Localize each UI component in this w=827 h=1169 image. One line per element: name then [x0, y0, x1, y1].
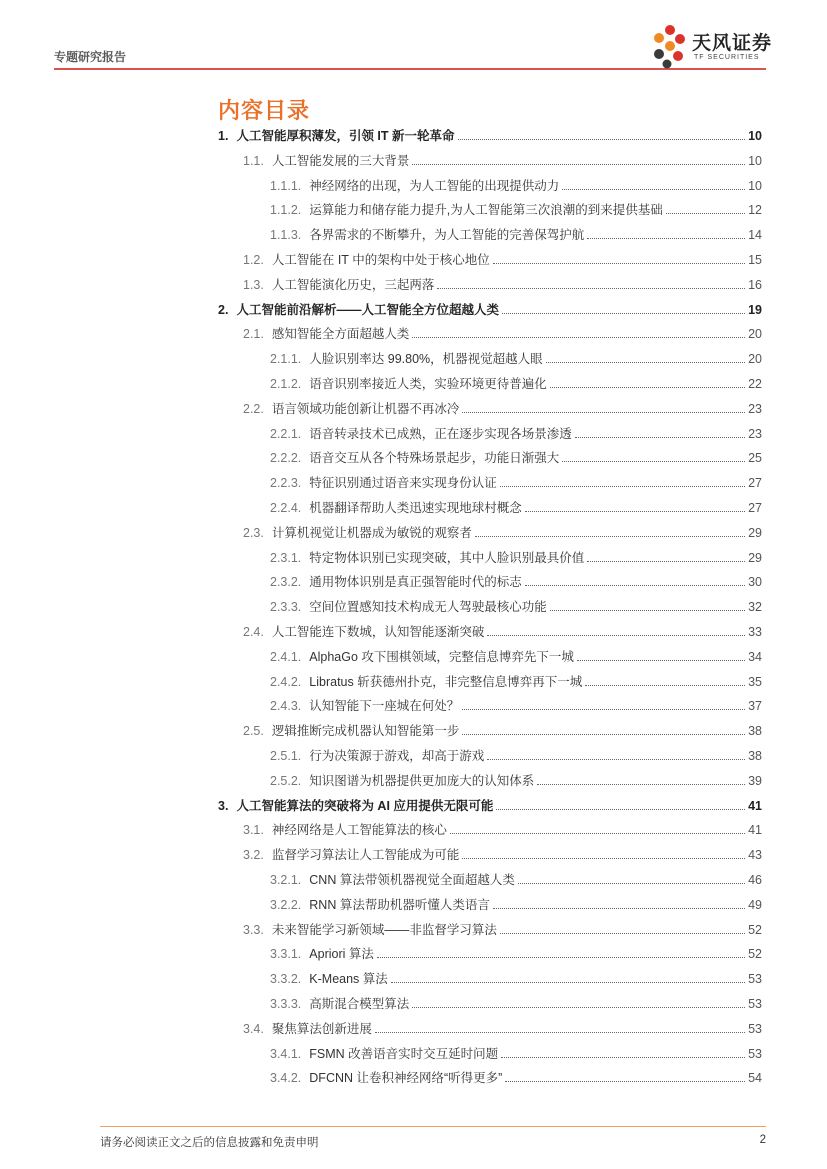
toc-entry-title: 神经网络的出现，为人工智能的出现提供动力 [309, 178, 560, 193]
toc-entry-number: 2.5. [243, 724, 264, 739]
toc-leader-dots [546, 362, 745, 363]
toc-entry-page: 25 [748, 451, 762, 466]
toc-leader-dots [493, 908, 745, 909]
toc-entry-page: 27 [748, 476, 762, 491]
toc-leader-dots [412, 337, 745, 338]
toc-entry-page: 23 [748, 426, 762, 441]
toc-entry-page: 53 [748, 997, 762, 1011]
toc-entry[interactable] [270, 200, 762, 218]
toc-entry-title: 各界需求的不断攀升，为人工智能的完善保驾护航 [309, 228, 585, 243]
toc-leader-dots [518, 883, 745, 884]
toc-entry-title: 知识图谱为机器提供更加庞大的认知体系 [309, 773, 535, 788]
toc-entry-page: 16 [748, 277, 762, 292]
toc-entry-title: 人脸识别率达 99.80%，机器视觉超越人眼 [309, 352, 543, 367]
company-logo [650, 22, 780, 72]
toc-entry-number: 2.3.1. [270, 550, 302, 565]
toc-leader-dots [577, 660, 745, 661]
toc-entry-title: 语音识别率接近人类，实验环境更待普遍化 [309, 377, 547, 391]
toc-entry-title: 未来智能学习新领域——非监督学习算法 [271, 922, 497, 937]
toc-leader-dots [550, 610, 745, 611]
toc-leader-dots [585, 685, 745, 686]
toc-entry-number: 3.4. [243, 1021, 264, 1036]
toc-entry[interactable] [270, 473, 762, 491]
toc-entry-title: 认知智能下一座城在何处？ [309, 699, 460, 714]
toc-entry[interactable] [270, 870, 762, 888]
toc-entry-title: 语言领域功能创新让机器不再冰冷 [271, 401, 460, 416]
toc-leader-dots [412, 164, 745, 165]
toc-leader-dots [391, 982, 745, 983]
toc-entry-title: 语音交互从各个特殊场景起步，功能日渐强大 [309, 451, 560, 466]
toc-entry-page: 10 [748, 178, 762, 193]
toc-entry-page: 52 [748, 922, 762, 937]
toc-entry-page: 27 [748, 501, 762, 515]
toc-entry-page: 39 [748, 773, 762, 788]
toc-entry-title: 特征识别通过语音来实现身份认证 [309, 476, 497, 491]
toc-entry-page: 41 [748, 823, 762, 838]
toc-leader-dots [462, 734, 745, 735]
toc-entry[interactable] [243, 845, 762, 863]
toc-leader-dots [500, 486, 745, 487]
toc-entry-page: 32 [748, 600, 762, 615]
toc-entry[interactable] [270, 448, 762, 466]
toc-entry-page: 38 [748, 749, 762, 763]
toc-entry-title: 人工智能在 IT 中的架构中处于核心地位 [271, 253, 490, 267]
toc-entry[interactable] [243, 721, 762, 739]
toc-entry-number: 2.5.2. [270, 773, 302, 788]
toc-entry-title: 通用物体识别是真正强智能时代的标志 [309, 575, 522, 590]
toc-entry-title: 监督学习算法让人工智能成为可能 [271, 848, 460, 863]
toc-entry-page: 41 [748, 798, 762, 813]
toc-leader-dots [575, 437, 745, 438]
toc-entry-page: 15 [748, 253, 762, 267]
toc-entry[interactable] [270, 176, 762, 194]
toc-leader-dots [500, 933, 745, 934]
toc-entry-page: 49 [748, 897, 762, 912]
toc-entry-number: 1.1.1. [270, 178, 302, 193]
logo-subtitle: TF SECURITIES [694, 54, 760, 61]
toc-entry-page: 33 [748, 625, 762, 639]
toc-entry[interactable] [270, 672, 762, 690]
toc-leader-dots [501, 1057, 745, 1058]
toc-leader-dots [475, 536, 745, 537]
toc-entry[interactable] [270, 597, 762, 615]
toc-leader-dots [462, 412, 745, 413]
toc-entry-number: 2.2. [243, 401, 264, 416]
toc-entry[interactable] [243, 1019, 762, 1037]
toc-leader-dots [525, 511, 745, 512]
toc-entry-title: 计算机视觉让机器成为敏锐的观察者 [271, 525, 472, 540]
toc-entry-title: 高斯混合模型算法 [309, 997, 410, 1011]
toc-leader-dots [496, 809, 745, 810]
toc-entry-number: 2.1.1. [270, 352, 302, 367]
toc-entry-number: 1.1. [243, 153, 264, 168]
toc-leader-dots [505, 1081, 745, 1082]
toc-entry-page: 10 [748, 129, 762, 143]
toc-leader-dots [412, 1007, 745, 1008]
toc-entry-title: 运算能力和储存能力提升,为人工智能第三次浪潮的到来提供基础 [309, 203, 663, 218]
toc-entry-title: FSMN 改善语音实时交互延时问题 [309, 1046, 499, 1061]
toc-entry-page: 23 [748, 401, 762, 416]
toc-entry-title: 空间位置感知技术构成无人驾驶最核心功能 [309, 600, 547, 615]
toc-entry-number: 2.2.2. [270, 451, 302, 466]
toc-entry-title: 人工智能前沿解析——人工智能全方位超越人类 [236, 302, 499, 317]
toc-entry[interactable] [270, 746, 762, 764]
toc-leader-dots [550, 387, 745, 388]
toc-entry-number: 2.4.3. [270, 699, 302, 714]
toc-entry[interactable] [243, 622, 762, 640]
toc-entry-title: 逻辑推断完成机器认知智能第一步 [271, 724, 460, 739]
toc-entry[interactable] [270, 225, 762, 243]
toc-entry-number: 3.2.2. [270, 897, 302, 912]
toc-entry-number: 2. [218, 302, 229, 317]
page-number: 2 [759, 1134, 766, 1146]
toc-entry[interactable] [270, 572, 762, 590]
toc-entry[interactable] [243, 820, 762, 838]
toc-entry-title: RNN 算法帮助机器听懂人类语言 [309, 897, 490, 912]
toc-entry[interactable] [218, 300, 762, 318]
toc-entry-number: 3.2. [243, 848, 264, 863]
toc-entry-number: 2.4.2. [270, 674, 302, 689]
toc-leader-dots [537, 784, 745, 785]
toc-entry-page: 19 [748, 302, 762, 317]
toc-entry-title: 人工智能算法的突破将为 AI 应用提供无限可能 [236, 798, 494, 813]
toc-entry-page: 46 [748, 873, 762, 887]
toc-entry[interactable] [218, 126, 762, 144]
toc-entry-number: 3. [218, 798, 229, 813]
toc-entry-number: 1.1.3. [270, 228, 302, 243]
toc-entry-page: 12 [748, 203, 762, 218]
footer-divider [100, 1126, 766, 1127]
logo-mark-icon [650, 22, 690, 70]
toc-leader-dots [450, 833, 745, 834]
toc-entry-page: 52 [748, 947, 762, 962]
toc-leader-dots [493, 263, 745, 264]
toc-entry[interactable] [243, 523, 762, 541]
toc-entry-number: 3.4.2. [270, 1071, 302, 1086]
toc-entry-page: 29 [748, 550, 762, 565]
toc-entry-page: 30 [748, 575, 762, 590]
toc-entry-title: DFCNN 让卷积神经网络“听得更多” [309, 1071, 503, 1086]
toc-leader-dots [587, 238, 745, 239]
toc-leader-dots [377, 957, 745, 958]
toc-entry-number: 1.2. [243, 253, 264, 267]
toc-entry-number: 3.4.1. [270, 1046, 302, 1061]
toc-entry-title: AlphaGo 攻下围棋领域，完整信息博弈先下一城 [309, 649, 574, 664]
toc-title: 内容目录 [218, 98, 311, 123]
toc-entry[interactable] [270, 895, 762, 913]
toc-leader-dots [437, 288, 745, 289]
toc-leader-dots [587, 561, 745, 562]
toc-entry-number: 1. [218, 129, 229, 143]
toc-entry-title: 人工智能演化历史，三起两落 [271, 277, 435, 292]
toc-entry[interactable] [270, 771, 762, 789]
toc-entry-title: 人工智能连下数城，认知智能逐渐突破 [271, 625, 485, 639]
logo-name: 天风证券 [692, 33, 773, 54]
toc-entry-number: 2.3. [243, 525, 264, 540]
toc-entry-page: 14 [748, 228, 762, 243]
toc-entry-page: 34 [748, 649, 762, 664]
toc-entry-number: 1.3. [243, 277, 264, 292]
toc-entry-title: 语音转录技术已成熟，正在逐步实现各场景渗透 [309, 426, 572, 441]
toc-entry-title: CNN 算法带领机器视觉全面超越人类 [309, 873, 515, 887]
toc-entry-number: 2.2.4. [270, 501, 302, 515]
toc-entry[interactable] [270, 374, 762, 392]
toc-entry[interactable] [270, 647, 762, 665]
toc-leader-dots [462, 858, 745, 859]
toc-entry-number: 3.3.3. [270, 997, 302, 1011]
toc-entry-title: Apriori 算法 [309, 947, 374, 962]
toc-entry-page: 22 [748, 377, 762, 391]
toc-entry-number: 3.3.2. [270, 972, 302, 987]
toc-entry[interactable] [270, 994, 762, 1012]
toc-entry-title: 聚焦算法创新进展 [271, 1021, 372, 1036]
toc-entry-number: 2.3.3. [270, 600, 302, 615]
toc-entry-title: 人工智能发展的三大背景 [271, 153, 410, 168]
toc-entry[interactable] [218, 796, 762, 814]
toc-entry-title: 神经网络是人工智能算法的核心 [271, 823, 447, 838]
toc-entry-page: 38 [748, 724, 762, 739]
toc-entry-number: 1.1.2. [270, 203, 302, 218]
toc-entry-number: 3.3. [243, 922, 264, 937]
toc-entry[interactable] [243, 324, 762, 342]
toc-entry[interactable] [243, 151, 762, 169]
toc-entry-title: 特定物体识别已实现突破，其中人脸识别最具价值 [309, 550, 585, 565]
toc-entry[interactable] [243, 275, 762, 293]
toc-entry-page: 54 [748, 1071, 762, 1086]
toc-leader-dots [562, 189, 745, 190]
toc-entry[interactable] [243, 399, 762, 417]
toc-entry-page: 43 [748, 848, 762, 863]
toc-entry[interactable] [270, 548, 762, 566]
toc-entry[interactable] [270, 1044, 762, 1062]
toc-leader-dots [462, 709, 745, 710]
toc-entry-title: Libratus 斩获德州扑克，非完整信息博弈再下一城 [309, 674, 583, 689]
toc-entry-page: 53 [748, 1021, 762, 1036]
toc-entry-page: 53 [748, 1046, 762, 1061]
toc-entry-number: 3.3.1. [270, 947, 302, 962]
toc-entry-number: 2.5.1. [270, 749, 302, 763]
footer-disclaimer: 请务必阅读正文之后的信息披露和免责申明 [100, 1137, 319, 1149]
toc-entry-number: 3.2.1. [270, 873, 302, 887]
toc-entry-page: 29 [748, 525, 762, 540]
toc-entry[interactable] [270, 424, 762, 442]
toc-entry[interactable] [270, 1068, 762, 1086]
toc-entry-title: 机器翻译帮助人类迅速实现地球村概念 [309, 501, 522, 515]
toc-entry[interactable] [243, 920, 762, 938]
toc-entry-number: 2.4. [243, 625, 264, 639]
toc-leader-dots [375, 1032, 745, 1033]
toc-leader-dots [502, 313, 745, 314]
toc-entry-page: 20 [748, 352, 762, 367]
toc-entry[interactable] [270, 696, 762, 714]
toc-leader-dots [487, 759, 745, 760]
toc-entry[interactable] [243, 250, 762, 268]
report-type-label: 专题研究报告 [54, 50, 127, 64]
toc-entry-title: K-Means 算法 [309, 972, 388, 987]
toc-entry-title: 感知智能全方面超越人类 [271, 327, 410, 342]
toc-entry-number: 3.1. [243, 823, 264, 838]
toc-leader-dots [525, 585, 745, 586]
toc-entry-title: 人工智能厚积薄发，引领 IT 新一轮革命 [236, 129, 455, 143]
toc-entry-page: 35 [748, 674, 762, 689]
toc-leader-dots [458, 139, 746, 140]
toc-leader-dots [666, 213, 745, 214]
toc-entry-number: 2.2.1. [270, 426, 302, 441]
toc-leader-dots [487, 635, 745, 636]
toc-entry-page: 37 [748, 699, 762, 714]
toc-entry-number: 2.1.2. [270, 377, 302, 391]
toc-entry-number: 2.4.1. [270, 649, 302, 664]
toc-entry[interactable] [270, 944, 762, 962]
toc-entry-number: 2.2.3. [270, 476, 302, 491]
toc-entry-page: 53 [748, 972, 762, 987]
toc-entry-title: 行为决策源于游戏，却高于游戏 [309, 749, 485, 763]
toc-leader-dots [562, 461, 745, 462]
toc-entry-number: 2.3.2. [270, 575, 302, 590]
toc-entry-page: 10 [748, 153, 762, 168]
toc-entry-number: 2.1. [243, 327, 264, 342]
toc-entry[interactable] [270, 498, 762, 516]
toc-entry-page: 20 [748, 327, 762, 342]
toc-entry[interactable] [270, 349, 762, 367]
toc-entry[interactable] [270, 969, 762, 987]
